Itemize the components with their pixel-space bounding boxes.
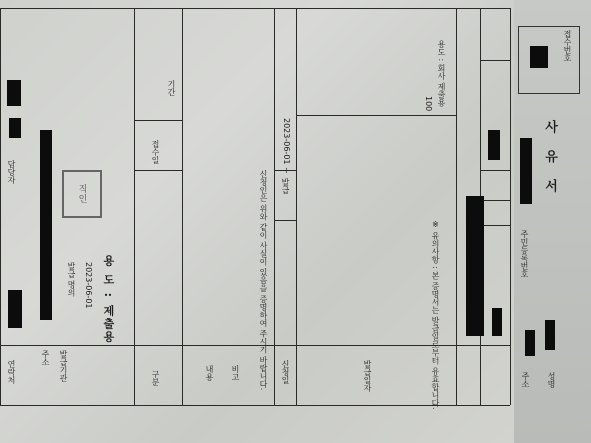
- label-application-date: 신청일: [281, 360, 290, 384]
- label-remark: 비고: [231, 365, 240, 381]
- table-divider: [480, 60, 510, 61]
- redaction: [525, 330, 535, 356]
- issue-date: 2023-06-01: [84, 262, 93, 309]
- table-divider: [480, 170, 510, 171]
- label-issue: 발급: [281, 178, 290, 194]
- receipt-number-label: 접수번호: [563, 30, 572, 62]
- note-text: ※ 유의사항 : 본 증명서는 발급일로부터 유효합니다.: [431, 220, 440, 410]
- label-name: 성명: [547, 372, 556, 388]
- redaction: [530, 46, 548, 68]
- purpose-text: 용도 : 회사 제출용: [437, 40, 446, 107]
- photo-box: [518, 26, 580, 94]
- official-seal: 직인: [62, 170, 102, 218]
- redaction: [488, 130, 500, 160]
- table-divider: [480, 200, 510, 201]
- redaction: [7, 80, 21, 106]
- redaction: [40, 130, 52, 320]
- issuer-caption: 용 도 : 제출용: [102, 255, 115, 344]
- label-manager: 담당자: [7, 160, 16, 184]
- redaction: [9, 118, 21, 138]
- row-statement: 신청인은 위와 같이 사실이 있음을 증명하여 주시기 바랍니다.: [259, 170, 268, 391]
- document-title: 사 유 서: [542, 120, 557, 199]
- label-period: 기간: [167, 80, 176, 96]
- label-address-left: 주소: [41, 350, 50, 366]
- issue-date-label: 발급일자: [363, 360, 372, 392]
- table-border-right: [510, 8, 511, 405]
- redaction: [545, 320, 555, 350]
- redaction: [466, 196, 484, 336]
- redaction: [520, 138, 532, 204]
- issuer-label: 발급 명의: [67, 262, 76, 297]
- redaction: [492, 308, 502, 336]
- table-divider: [134, 170, 182, 171]
- table-divider: [480, 225, 510, 226]
- small-code: 100: [424, 96, 433, 112]
- table-divider: [296, 115, 456, 116]
- period-value: 2023-06-01 ~: [282, 118, 291, 174]
- label-resident-number: 주민등록번호: [520, 230, 529, 278]
- label-address: 주소: [521, 372, 530, 388]
- redaction: [8, 290, 22, 328]
- label-contact: 연락처: [7, 360, 16, 384]
- table-divider: [274, 220, 296, 221]
- label-receipt-date: 접수일: [151, 140, 160, 164]
- label-issuer: 발급기관: [59, 350, 68, 382]
- label-category: 구분: [151, 370, 160, 386]
- table-border-top: [0, 8, 510, 9]
- table-divider: [134, 120, 182, 121]
- label-content: 내용: [205, 365, 214, 381]
